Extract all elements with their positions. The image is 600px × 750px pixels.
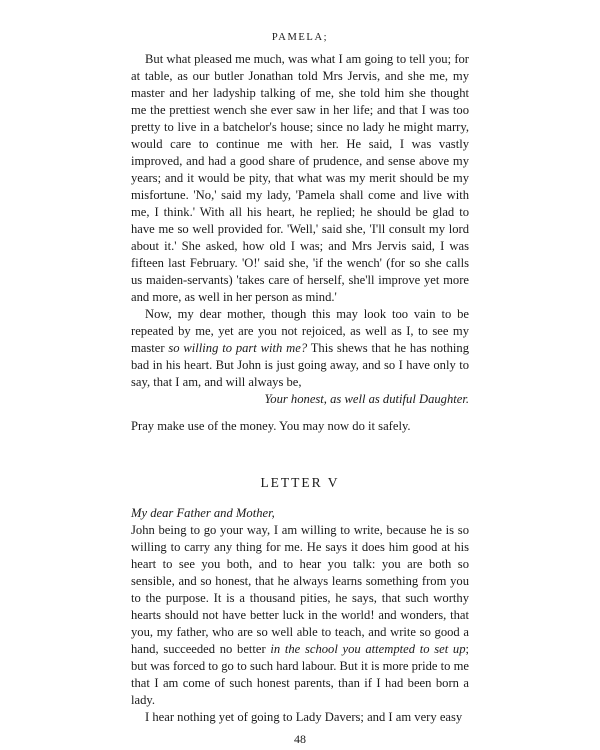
running-head: PAMELA; xyxy=(271,32,329,43)
letter-heading: LETTER V xyxy=(260,475,340,490)
paragraph-1: But what pleased me much, was what I am going to tell you; for at table, as our butler Jonathan told Mrs Jervis, and she me, my master and her ladyship talking of me, she told him she thought me the prettiest wench she ever saw in her life; and that I was too pretty to live in a batchelor's house; since no lady he might marry, would care to continue me with her. He said, I was vastly improved, and had a good share of prudence, and sense above my years; and it would be pity, that what was my merit should be my misfortune. 'No,' said my lady, 'Pamela shall come and live with me, I think.' With all his heart, he replied; he should be glad to have me so well provided for. 'Well,' said she, 'I'll consult my lord about it.' She asked, how old I was; and Mrs Jervis said, I was fifteen last February. 'O!' said she, 'if the wench' (for so she calls us maiden-servants) 'takes care of herself, she'll improve yet more and more, as well in her person as mind.' xyxy=(131,52,469,304)
paragraph-2-emphasis: so willing to part with me? xyxy=(168,341,308,355)
page-number: 48 xyxy=(294,732,306,746)
paragraph-3 xyxy=(131,522,469,709)
paragraph-2 xyxy=(131,306,469,391)
postscript: Pray make use of the money. You may now do it safely. xyxy=(131,419,411,433)
paragraph-3-text-b: ; but was forced to go to such hard labour. But it is more pride to me that I am come of such honest parents, than if I had been born a lady. xyxy=(131,642,469,707)
paragraph-3-text-a: John being to go your way, I am willing to write, because he is so willing to carry any thing for me. He says it does him good at his heart to see you both, and to hear you talk: you are both so sensible, and so honest, that he always learns something from you to the purpose. It is a thousand pities, he says, that such worthy hearts should not have better luck in the world! and wonders, that you, my father, who are so well able to teach, and write so good a hand, succeeded no better xyxy=(131,523,469,656)
book-page xyxy=(131,32,469,747)
signature: Your honest, as well as dutiful Daughter. xyxy=(264,392,469,406)
paragraph-2-text-a: Now, my dear mother, though this may look too vain to be repeated by me, yet are you not rejoiced, as well as I, to see my master xyxy=(131,307,469,355)
salutation: My dear Father and Mother, xyxy=(131,506,275,520)
paragraph-2-text-b: This shews that he has nothing bad in his heart. But John is just going away, and so I have only to say, that I am, and will always be, xyxy=(131,341,469,389)
paragraph-4: I hear nothing yet of going to Lady Davers; and I am very easy xyxy=(145,710,463,724)
paragraph-3-emphasis: in the school you attempted to set up xyxy=(270,642,466,656)
